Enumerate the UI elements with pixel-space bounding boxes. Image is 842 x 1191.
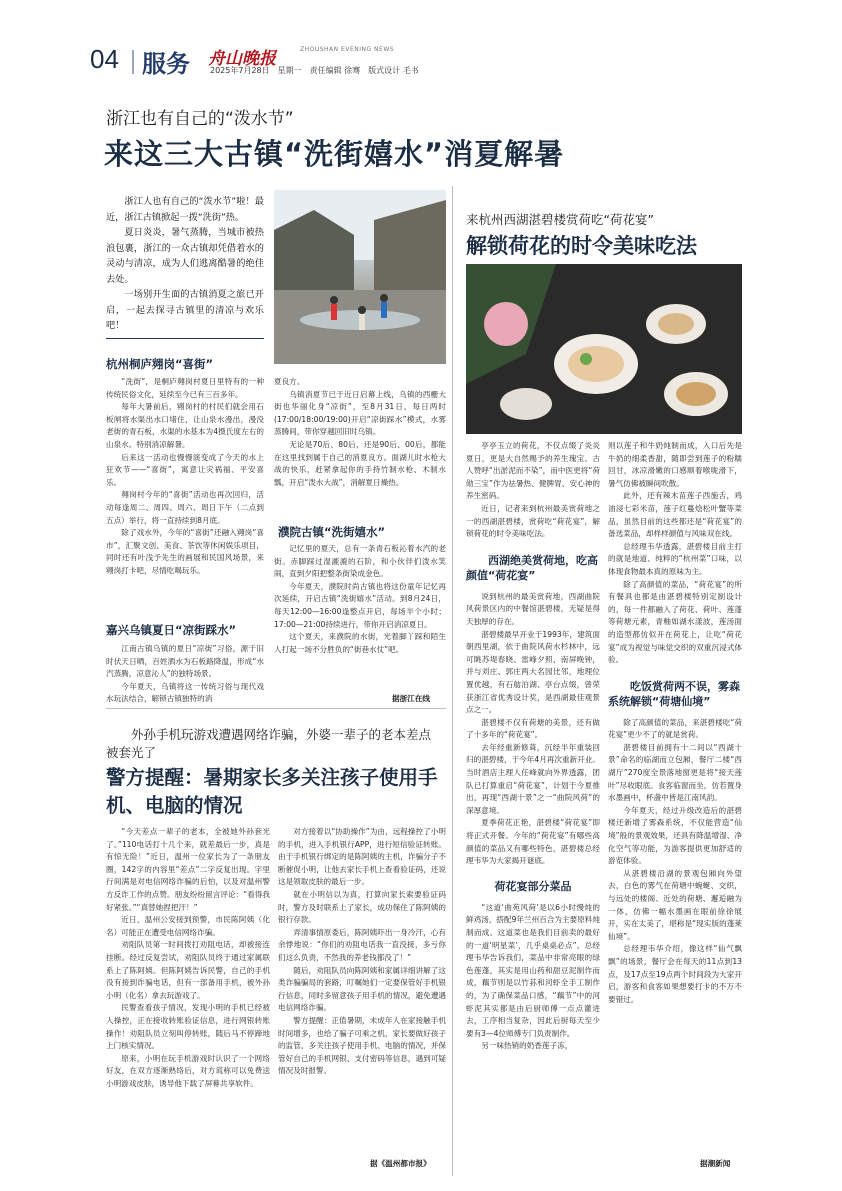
body-paragraph: 湛碧楼目前拥有十二间以“西湖十景”命名的临湖而立包厢，餐厅二楼“西湖厅”270度全景落地窗更是将“接天莲叶”尽收眼底。食客临窗而坐，仿若置身水墨画中，杯盏中皆是江南风韵。 (608, 742, 742, 803)
divider-bar (132, 50, 134, 74)
police-col-2 (278, 826, 446, 1078)
body-paragraph: 今年夏天，濮院时尚古镇也将这份童年记忆再次延续，开启古镇“洗街嬉水”活动。到8月24日，每天12:00—16:00逢整点开启，每场半个小时；17:00—21:00持续进行，带你开启消凉夏日。 (274, 581, 446, 629)
body-paragraph: “今天差点一辈子的老本，全被她外孙套光了。”110电话打十几个来，就差最后一步，真是有惊无险！”近日，温州一位家长为了一条朋友圈，142字的内容里“差点”二字反复出现。字里行间满是对电信网络诈骗的后怕，以及对温州警方反诈工作的点赞。朋友纷纷留言评论：“看得我好紧张。”“真替她捏把汗！” (106, 827, 270, 912)
body-paragraph: 乌镇消夏节已于近日启幕上线，乌镇的西栅大街也华丽化身“凉街”，至8月31日，每日两时(17:00/18:00/19:00)开启“凉街踩水”模式，水雾蒸腾间，带你穿越回旧时乌镇。 (274, 389, 446, 437)
lotus-col-2 (608, 440, 742, 1006)
body-paragraph: 湛碧楼最早开业于1993年，建筑面朝西里湖，依于曲院风荷水杉林中，远可眺苏堤春晓、雷峰夕照、南屏晚钟，并与刘庄、郭庄两大名园比邻，地理位置优越，有石舫泊湖、亭台点缀，曾荣获浙江省优秀设计奖，是西湖最佳观景点之一。 (466, 629, 600, 715)
paper-logo: 舟山晚报 (208, 49, 276, 69)
body-paragraph: 无论是70后、80后，还是90后、00后，都能在这里找到属于自己的消夏良方。面湖儿时水枪大战的快乐，赶紧拿起你的手持竹制水枪、木制水瓢，开启“泼水大战”，消解夏日燥热。 (274, 439, 446, 487)
body-paragraph: 劝阻队员第一时间拨打劝阻电话，却被接连挂断。经过反复尝试，劝阻队员终于通过家属联系上了陈阿姨。但陈阿姨告诉民警，自己的手机没有接到诈骗电话，但有一部备用手机，被外孙小明（化名）拿去玩游戏了。 (106, 940, 270, 1000)
intro-paragraph: 一场别开生面的古镇消夏之旅已开启，一起去探寻古镇里的清凉与欢乐吧！ (106, 289, 264, 331)
body-paragraph: 夏季荷花正艳，湛碧楼“荷花宴”即将正式开餐。今年的“荷花宴”有哪些高颜值的菜品又有哪些特色，湛碧楼总经理韦华为大家揭开谜底。 (466, 818, 600, 866)
body-paragraph: 每年大暑前后，翙岗村的村民们就会用石板闸将水渠出水口堵住，让山泉水漫出，漫没老街的青石板，水渠的水基本为4摄氏度左右的山泉水。特别消凉解暑。 (106, 402, 264, 449)
issue-line: 2025年7月28日 星期一 责任编辑 徐骞 版式设计 毛书 (210, 66, 419, 75)
section-heading-wuzhen: 嘉兴乌镇夏日“凉街踩水” (106, 623, 237, 637)
intro-block (106, 194, 264, 334)
body-paragraph: 总经理韦华透露，湛碧楼目前主打的就是地道、纯粹的“杭州菜”口味，以体现食物最本真的原味为主。 (608, 541, 742, 576)
body-paragraph: 亭亭玉立的荷花，不仅点缀了炎炎夏日，更是大自然赐予的养生瑰宝。古人赞呼“出淤泥而不染”，而中医更将“荷勋三宝”作为祛暑热、健脾胃、安心神的养生密码。 (466, 441, 600, 501)
body-paragraph: 这个夏天，来濮院的水街，光着脚丫踩和陌生人打起一场不分胜负的“街巷水仗”吧。 (274, 632, 446, 654)
body-paragraph: 说到杭州的最美赏荷地，西湖曲院风荷景区内的中餐馆湛碧楼，无疑是得天独厚的存在。 (466, 591, 600, 626)
subhead-view-lotus: 西湖绝美赏荷地，吃高颜值“荷花宴” (466, 553, 598, 582)
puyuan-text (274, 543, 446, 656)
body-paragraph: 弄清事情原委后，陈阿姨吓出一身冷汗，心有余悸地说：“你们的劝阻电话我一直没接，多亏你们这么负责，不然我的养老钱都没了！” (278, 927, 446, 962)
lotus-col-1 (466, 440, 600, 1053)
paper-english: ZHOUSHAN EVENING NEWS (300, 46, 395, 53)
police-col-1 (106, 826, 270, 1090)
body-paragraph: 湛碧楼不仅有荷塘的美景，还有做了十多年的“荷花宴”。 (466, 717, 600, 740)
lotus-title: 解锁荷花的时令美味吃法 (466, 234, 697, 258)
body-paragraph: 原来，小明在玩手机游戏时认识了一个网络好友，在双方逐渐熟络后，对方谎称可以免费送小明游戏皮肤，诱导他下载了屏幕共享软件。 (106, 1053, 270, 1088)
police-credit: 据《温州都市报》 (370, 1159, 431, 1168)
page-number: 04 (90, 44, 119, 74)
body-paragraph: 近日，温州公安接到预警，市民陈阿姨（化名）可能正在遭受电信网络诈骗。 (106, 915, 270, 937)
body-paragraph: 江南古镇乌镇的夏日“凉街”习俗，源于旧时伏天日晒，百姓洒水为石板路降温，形成“水汽蒸腾，凉意沁人”的独特场景。 (106, 644, 264, 679)
police-kicker: 外孙手机玩游戏遭遇网络诈骗，外婆一辈子的老本差点被套光了 (106, 727, 432, 760)
body-paragraph: 除了高颜值的菜品，来湛碧楼吃“荷花宴”更少不了的就是赏荷。 (608, 717, 742, 740)
intro-paragraph: 浙江人也有自己的“泼水节”啦！最近，浙江古镇掀起一拨“洗街”热。 (106, 196, 264, 223)
body-paragraph: 后来这一活动也慢慢演变成了今天的水上狂欢节——“喜街”，寓意让灾祸福、平安喜乐。 (106, 452, 264, 487)
body-paragraph: 警方提醒：正值暑期，未成年人在家接触手机时间增多，也给了骗子可乘之机，家长要做好孩子的监管，多关注孩子使用手机、电脑的情况，并保管好自己的手机网银、支付密码等信息，遇到可疑情况及时报警。 (278, 1015, 446, 1076)
body-paragraph: 翙岗村今年的“喜街”活动也再次回归，活动每逢周二、周四、周六、周日下午（二点到五点）举行，将一直持续到8月底。 (106, 490, 264, 525)
body-paragraph: 去年经重新修葺，沉经半年重装回归的湛碧楼，于今年4月再次重新开业。当时酒店主理人任峰就向外界透露，团队已打算重启“荷花宴”，计划于今夏推出，再现“西湖十景”之一“曲院风荷”的深厚意境。 (466, 742, 600, 815)
wuzhen-text (106, 643, 264, 706)
body-paragraph: 就在小明信以为真，打算向家长索要验证码时，警方及时联系上了家长，成功保住了陈阿姨的银行存款。 (278, 889, 446, 925)
body-paragraph: 另一味热销的奶香莲子冻， (481, 1041, 573, 1051)
main-credit: 据浙江在线 (392, 694, 430, 703)
body-paragraph: 今年夏天，乌镇将这一传统习俗与现代戏水玩法结合，解锁古镇独特的消 (106, 681, 264, 704)
main-title: 来这三大古镇“洗街嬉水”消夏解暑 (104, 137, 565, 171)
lotus-kicker: 来杭州西湖湛碧楼赏荷吃“荷花宴” (466, 212, 654, 227)
body-paragraph: 对方接着以“协助操作”为由，远程操控了小明的手机，进入手机银行APP，进行短信验证转账。由于手机银行绑定的是陈阿姨的主机，诈骗分子不断催促小明，让他去家长手机上查看验证码，还说这是领取皮肤的最后一步。 (278, 827, 446, 887)
body-paragraph: 则以莲子和牛奶炖制而成，入口后先是牛奶的细柔香甜，随即尝到莲子的粉糯回甘，冰凉滑嫩的口感顺着喉咙滑下，暑气仿佛被瞬间吹散。 (608, 441, 742, 488)
body-paragraph: 除了高颜值的菜品，“荷花宴”的所有餐具也都是由湛碧楼特别定制设计的，每一件都融入了荷花、荷叶、莲蓬等荷塘元素，青釉如湖水漾波，莲汤面的造型都仿似开在荷花上，让吃“荷花宴”成为视觉与味觉交织的双重沉浸式体验。 (608, 579, 742, 665)
lotus-credit: 据潮新闻 (700, 1159, 731, 1168)
body-paragraph: 此外，还有辣木苗莲子西施舌，鸡油浸七彩米苗，莲子红蔓烩松叶蟹等菜品，虽然目前的这些都还是“荷花宴”的备选菜品，却样样颜值与风味双在线。 (608, 491, 742, 539)
subhead-fog-system: 吃饭赏荷两不误，雾森系统解锁“荷塘仙境” (608, 679, 740, 708)
body-paragraph: 从湛碧楼沿湖的景观包厢向外望去，白色的雾气在荷塘中蜿蜒、交织，与远处的楼阁、近处的荷塘、邂逅融为一体，仿佛一幅水墨画在眼前徐徐展开，实在太美了，堪称是“现实版的蓬莱仙境”。 (608, 868, 742, 941)
tonglu-text (106, 376, 264, 578)
body-paragraph: 夏良方。 (274, 377, 305, 386)
body-paragraph: “洗街”，是桐庐翙岗村夏日里特有的一种传统民俗文化，延续至今已有三百多年。 (106, 377, 264, 399)
photo-scene (274, 190, 446, 364)
wuzhen-text-cont (274, 376, 446, 489)
food-scene (466, 264, 742, 434)
street-splash-photo (274, 190, 446, 364)
page-header (90, 40, 790, 80)
body-paragraph: 记忆里的夏天，总有一条青石板沁着水汽的老街。赤脚踩过湿漉漉的石阶，和小伙伴们泼水笑闹，直到夕阳把整条街染成金色。 (274, 544, 446, 579)
police-title: 警方提醒：暑期家长多关注孩子使用手机、电脑的情况 (106, 766, 438, 817)
column-divider (452, 186, 453, 1176)
main-kicker: 浙江也有自己的“泼水节” (106, 109, 294, 129)
intro-divider (106, 338, 264, 339)
body-paragraph: 随后，劝阻队员向陈阿姨和家属详细讲解了这类诈骗骗局的套路，叮嘱她们一定要保管好手机银行信息，同时多留意孩子用手机的情况，避免遭遇电信网络诈骗。 (278, 965, 446, 1013)
section-name: 服务 (142, 50, 190, 78)
section-heading-tonglu: 杭州桐庐翙岗“喜街” (106, 357, 214, 371)
body-paragraph: 近日，记者来到杭州最美赏荷地之一的西湖湛碧楼，赏荷吃“荷花宴”，解锁荷花的时令美味吃法。 (466, 503, 600, 539)
subhead-menu: 荷花宴部分菜品 (494, 879, 572, 893)
body-paragraph: 民警查看孩子情况，发现小明的手机已经被人操控，正在接收转账验证信息，进行网银转账操作！劝阻队员立刻叫停转账，随后马不停蹄地上门核实情况。 (106, 1003, 270, 1051)
lotus-feast-photo (466, 264, 742, 434)
intro-paragraph: 夏日炎炎，暑气蒸腾，当城市被热浪包裹，浙江的一众古镇却凭借着水的灵动与清凉，成为人们逃离酷暑的绝佳去处。 (106, 227, 264, 285)
section-heading-puyuan: 濮院古镇“洗街嬉水” (278, 525, 386, 539)
body-paragraph: 除了戏水外，今年的“喜街”还融入翙岗“喜市”，汇聚文创、美食、茶饮等休闲娱乐项目，同时还有叶浅予先生的画展和民国风场景，来翙岗打卡吧，尽情吃喝玩乐。 (106, 528, 264, 575)
police-top-rule (106, 708, 446, 709)
body-paragraph: 总经理韦华介绍，像这样“仙气飘飘”的场景，餐厅会在每天的11点到13点，及17点至19点两个时间段为大家开启，游客和食客如果想要打卡的不万不要错过。 (608, 944, 742, 1004)
body-paragraph: 今年夏天，经过升级改造后的湛碧楼还新增了雾森系统，不仅能营造“仙境”般的景观效果，还具有降温增湿、净化空气等功能，为游客提供更加舒适的游览体验。 (608, 805, 742, 866)
body-paragraph: “这道‘曲苑风荷’是以6小时慢炖的鲜鸡汤，搭配9年兰州百合为主要原料炖制而成。这道菜也是我们目前卖的最好的一道‘明星菜’，几乎桌桌必点”。总经理韦华告诉我们，菜品中非常亮眼的绿色莲蓬，其实是用山药和甜豆泥制作而成，藕节则是以竹荪和河虾全手工制作的，为了确保菜品口感，“藕节”中的河虾泥其实都是由后厨师傅一点点灌进去，工序相当复杂，因此后厨每天至少要有3—4位师傅专门负责制作。 (466, 902, 600, 1038)
